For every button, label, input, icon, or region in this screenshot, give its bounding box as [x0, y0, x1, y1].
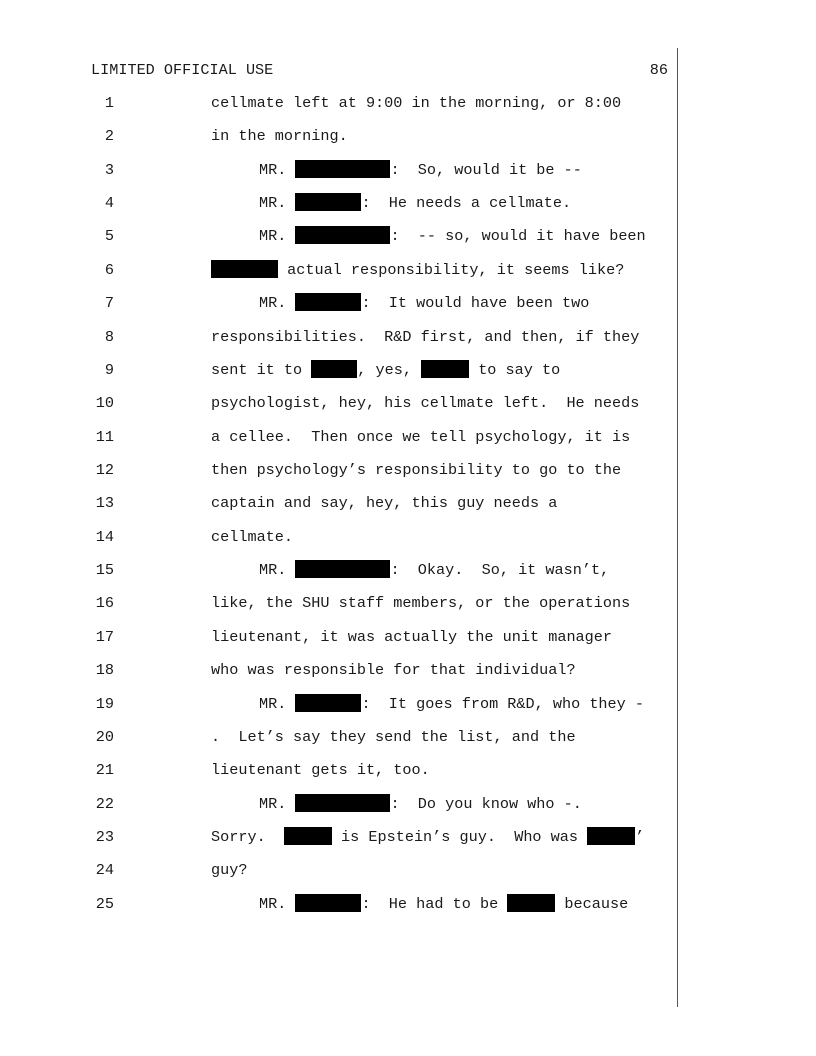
redaction-block — [295, 560, 390, 578]
text-segment: because — [555, 894, 629, 913]
line-text — [259, 226, 646, 246]
page-number: 86 — [649, 61, 668, 79]
text-segment: MR. — [259, 694, 296, 713]
line-text — [211, 527, 293, 547]
text-segment: : Do you know who -. — [390, 794, 582, 813]
text-segment: ’ — [635, 827, 645, 846]
redaction-block — [295, 226, 390, 244]
classification-header: LIMITED OFFICIAL USE — [91, 61, 274, 79]
text-segment: sent it to — [211, 360, 312, 379]
redaction-block — [507, 894, 555, 912]
line-text — [211, 360, 560, 380]
text-segment: in the morning. — [211, 127, 348, 146]
redaction-block — [295, 894, 361, 912]
line-number: 21 — [95, 761, 114, 780]
line-text — [211, 627, 612, 647]
margin-rule — [677, 48, 678, 1007]
line-text — [211, 760, 430, 780]
line-text — [211, 860, 247, 880]
text-segment: lieutenant, it was actually the unit manager — [211, 627, 613, 646]
line-text — [211, 593, 630, 613]
line-text — [211, 393, 639, 413]
line-text — [211, 460, 621, 480]
line-text — [211, 493, 557, 513]
redaction-block — [211, 260, 278, 278]
text-segment: : -- so, would it have been — [390, 227, 646, 246]
line-text — [259, 694, 644, 714]
line-number: 17 — [95, 627, 114, 646]
text-segment: MR. — [259, 227, 296, 246]
text-segment: captain and say, hey, this guy needs a — [211, 494, 558, 513]
line-number: 8 — [104, 327, 114, 346]
line-number: 15 — [95, 561, 114, 579]
line-number: 4 — [104, 194, 114, 213]
line-text — [259, 794, 582, 814]
text-segment: like, the SHU staff members, or the operations — [211, 594, 631, 613]
text-segment: : He had to be — [361, 894, 508, 913]
text-segment: a cellee. Then once we tell psychology, it is — [211, 427, 631, 446]
line-number: 19 — [95, 694, 114, 713]
line-number: 18 — [95, 661, 114, 680]
text-segment: to say to — [469, 360, 561, 379]
redaction-block — [311, 360, 357, 378]
text-segment: cellmate left at 9:00 in the morning, or 8:00 — [211, 94, 622, 112]
redaction-block — [284, 827, 332, 845]
redaction-block — [295, 160, 390, 178]
line-number: 2 — [104, 127, 114, 146]
redaction-block — [421, 360, 469, 378]
text-segment: : It goes from R&D, who they - — [361, 694, 645, 713]
text-segment: responsibilities. R&D first, and then, if they — [211, 327, 640, 346]
text-segment: . Let’s say they send the list, and the — [211, 727, 576, 746]
line-number: 16 — [95, 594, 114, 613]
line-number: 9 — [104, 360, 114, 379]
text-segment: actual responsibility, it seems like? — [278, 260, 625, 279]
redaction-block — [295, 694, 361, 712]
line-text — [259, 894, 628, 914]
line-text — [259, 293, 589, 313]
text-segment: is Epstein’s guy. Who was — [331, 827, 588, 846]
line-number: 13 — [95, 494, 114, 513]
redaction-block — [587, 827, 635, 845]
redaction-block — [295, 794, 390, 812]
line-number: 25 — [95, 894, 114, 913]
text-segment: then psychology’s responsibility to go to the — [211, 461, 622, 479]
line-number: 7 — [104, 294, 114, 313]
line-text — [211, 260, 624, 280]
line-text — [211, 660, 576, 680]
line-text — [259, 160, 582, 180]
line-text — [211, 427, 630, 447]
text-segment: lieutenant gets it, too. — [211, 761, 430, 780]
line-number: 5 — [104, 227, 114, 246]
line-number: 12 — [95, 461, 114, 479]
text-segment: : So, would it be -- — [390, 160, 582, 179]
text-segment: : It would have been two — [361, 294, 590, 313]
text-segment: who was responsible for that individual? — [211, 661, 576, 680]
line-number: 23 — [95, 827, 114, 846]
text-segment: , yes, — [357, 360, 422, 379]
line-text — [211, 126, 348, 146]
text-segment: MR. — [259, 794, 296, 813]
line-text — [259, 560, 609, 580]
line-text — [211, 827, 644, 847]
text-segment: Sorry. — [211, 827, 284, 846]
redaction-block — [295, 193, 361, 211]
line-number: 3 — [104, 160, 114, 179]
line-number: 20 — [95, 727, 114, 746]
text-segment: MR. — [259, 160, 296, 179]
line-number: 6 — [104, 260, 114, 279]
line-number: 10 — [95, 394, 114, 413]
line-number: 24 — [95, 861, 114, 880]
text-segment: MR. — [259, 194, 296, 213]
line-text — [211, 93, 621, 113]
line-number: 11 — [95, 427, 114, 446]
text-segment: MR. — [259, 894, 296, 913]
text-segment: MR. — [259, 561, 296, 579]
text-segment: MR. — [259, 294, 296, 313]
line-number: 22 — [95, 794, 114, 813]
line-text — [211, 727, 576, 747]
redaction-block — [295, 293, 361, 311]
text-segment: psychologist, hey, his cellmate left. He needs — [211, 394, 640, 413]
text-segment: cellmate. — [211, 527, 294, 546]
text-segment: guy? — [211, 861, 248, 880]
text-segment: : Okay. So, it wasn’t, — [390, 561, 610, 579]
line-number: 14 — [95, 527, 114, 546]
line-text — [259, 193, 571, 213]
text-segment: : He needs a cellmate. — [361, 194, 572, 213]
line-text — [211, 327, 639, 347]
line-number: 1 — [104, 94, 114, 112]
